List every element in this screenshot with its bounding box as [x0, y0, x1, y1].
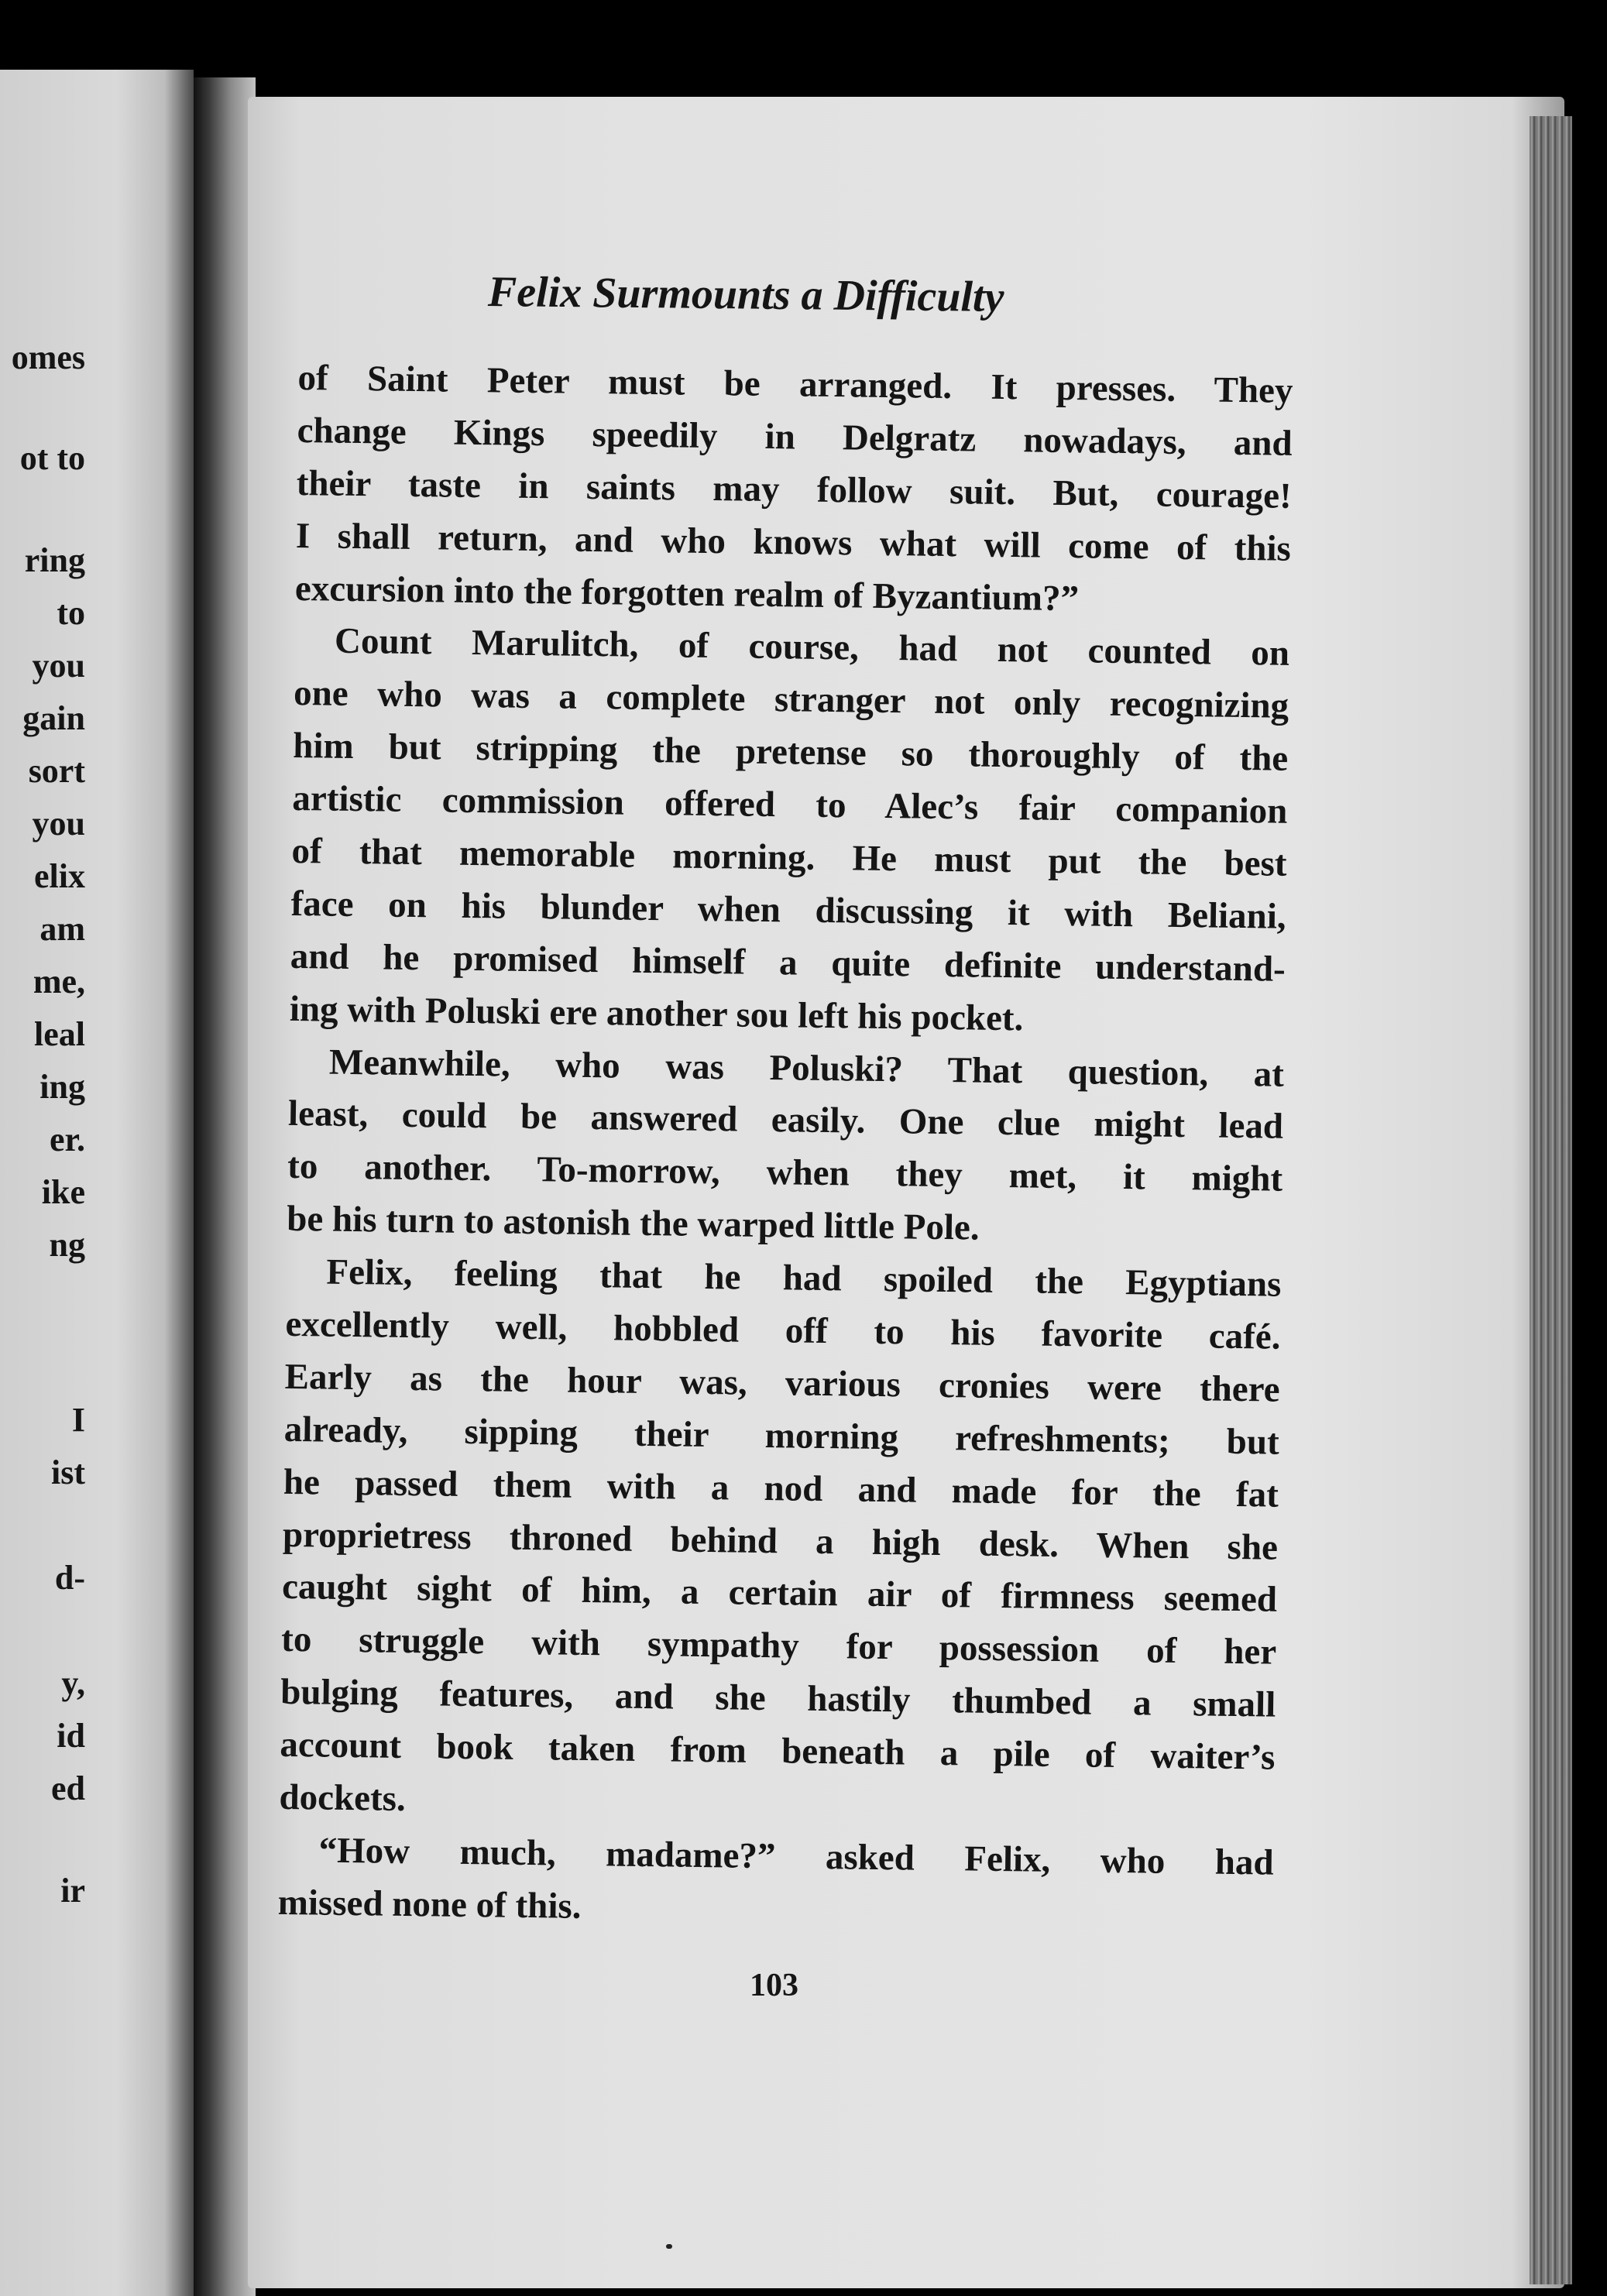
- text-line: be his turn to astonish the warped little Pole.: [287, 1199, 980, 1248]
- left-page-fragment: ir: [60, 1872, 85, 1910]
- left-page-fragment: I: [71, 1401, 85, 1439]
- running-head: Felix Surmounts a Difficulty: [487, 268, 1004, 321]
- body-text: [277, 352, 1293, 1942]
- left-page-fragment: elix: [34, 857, 85, 895]
- text-line: Early as the hour was, various cronies were there: [284, 1356, 1280, 1410]
- left-page-fragment: sort: [28, 752, 85, 790]
- left-page-fragment: you: [32, 805, 85, 843]
- left-page-fragment: you: [32, 647, 85, 685]
- left-page-fragment: ng: [49, 1226, 85, 1264]
- text-line: Meanwhile, who was Poluski? That question, at: [328, 1042, 1285, 1095]
- text-line: bulging features, and she hastily thumbed a small: [280, 1672, 1276, 1725]
- left-page-fragment: to: [57, 594, 85, 632]
- book-spine-shadow: [194, 77, 256, 2296]
- text-line: Count Marulitch, of course, had not counted on: [334, 621, 1290, 674]
- left-page-fragment: d-: [54, 1559, 85, 1597]
- text-line: artistic commission offered to Alec’s fair companion: [292, 778, 1288, 832]
- text-line: excellently well, hobbled off to his favorite café.: [285, 1303, 1281, 1357]
- page-number: 103: [750, 1968, 798, 2003]
- left-page-fragment: ed: [51, 1769, 85, 1807]
- text-line: of that memorable morning. He must put the best: [291, 830, 1287, 884]
- text-line: and he promised himself a quite definite understand-: [290, 935, 1286, 990]
- text-line: missed none of this.: [277, 1882, 582, 1927]
- left-page-fragment: am: [39, 910, 85, 948]
- text-line: their taste in saints may follow suit. But, courage!: [296, 462, 1293, 517]
- left-page-fragment: omes: [11, 338, 85, 376]
- text-line: him but stripping the pretense so thoroughly of the: [293, 726, 1289, 780]
- text-line: excursion into the forgotten realm of Byzantium?”: [294, 568, 1080, 619]
- text-line: face on his blunder when discussing it with Beliani,: [290, 883, 1286, 937]
- page-edge: [1530, 116, 1572, 2284]
- left-page-fragment: ike: [41, 1173, 85, 1211]
- text-line: Felix, feeling that he had spoiled the Egyptians: [326, 1251, 1282, 1305]
- left-page-fragment: me,: [33, 963, 85, 1000]
- text-line: proprietress throned behind a high desk. When she: [282, 1514, 1279, 1568]
- text-line: dockets.: [279, 1776, 407, 1820]
- text-line: one who was a complete stranger not only recognizing: [293, 673, 1289, 727]
- left-page-fragment: y,: [61, 1664, 85, 1702]
- left-page-fragment: ot to: [19, 439, 85, 477]
- text-line: already, sipping their morning refreshments; but: [283, 1409, 1280, 1463]
- left-page-fragment: id: [57, 1717, 85, 1755]
- text-line: change Kings speedily in Delgratz nowadays, and: [297, 410, 1293, 464]
- page-speck: [666, 2244, 672, 2249]
- text-line: account book taken from beneath a pile of waiter’s: [280, 1725, 1276, 1778]
- left-page-fragment: leal: [34, 1015, 85, 1053]
- left-page-fragment: ist: [51, 1453, 85, 1491]
- left-page-fragment: gain: [22, 699, 85, 737]
- text-line: to struggle with sympathy for possession of her: [280, 1619, 1277, 1673]
- text-line: I shall return, and who knows what will come of this: [295, 515, 1292, 569]
- left-page-fragment: ing: [39, 1068, 85, 1106]
- text-line: least, could be answered easily. One clue might lead: [287, 1093, 1284, 1148]
- text-line: ing with Poluski ere another sou left his pocket.: [289, 988, 1024, 1039]
- text-line: “How much, madame?” asked Felix, who had: [318, 1830, 1274, 1883]
- text-line: caught sight of him, a certain air of firmness seemed: [281, 1567, 1278, 1621]
- previous-page: [0, 70, 194, 2296]
- text-line: of Saint Peter must be arranged. It presses. They: [297, 357, 1293, 411]
- left-page-fragment: er.: [49, 1121, 85, 1158]
- left-page-fragment: ring: [24, 541, 85, 579]
- text-line: to another. To-morrow, when they met, it might: [287, 1146, 1283, 1200]
- text-line: he passed them with a nod and made for the fat: [283, 1461, 1279, 1515]
